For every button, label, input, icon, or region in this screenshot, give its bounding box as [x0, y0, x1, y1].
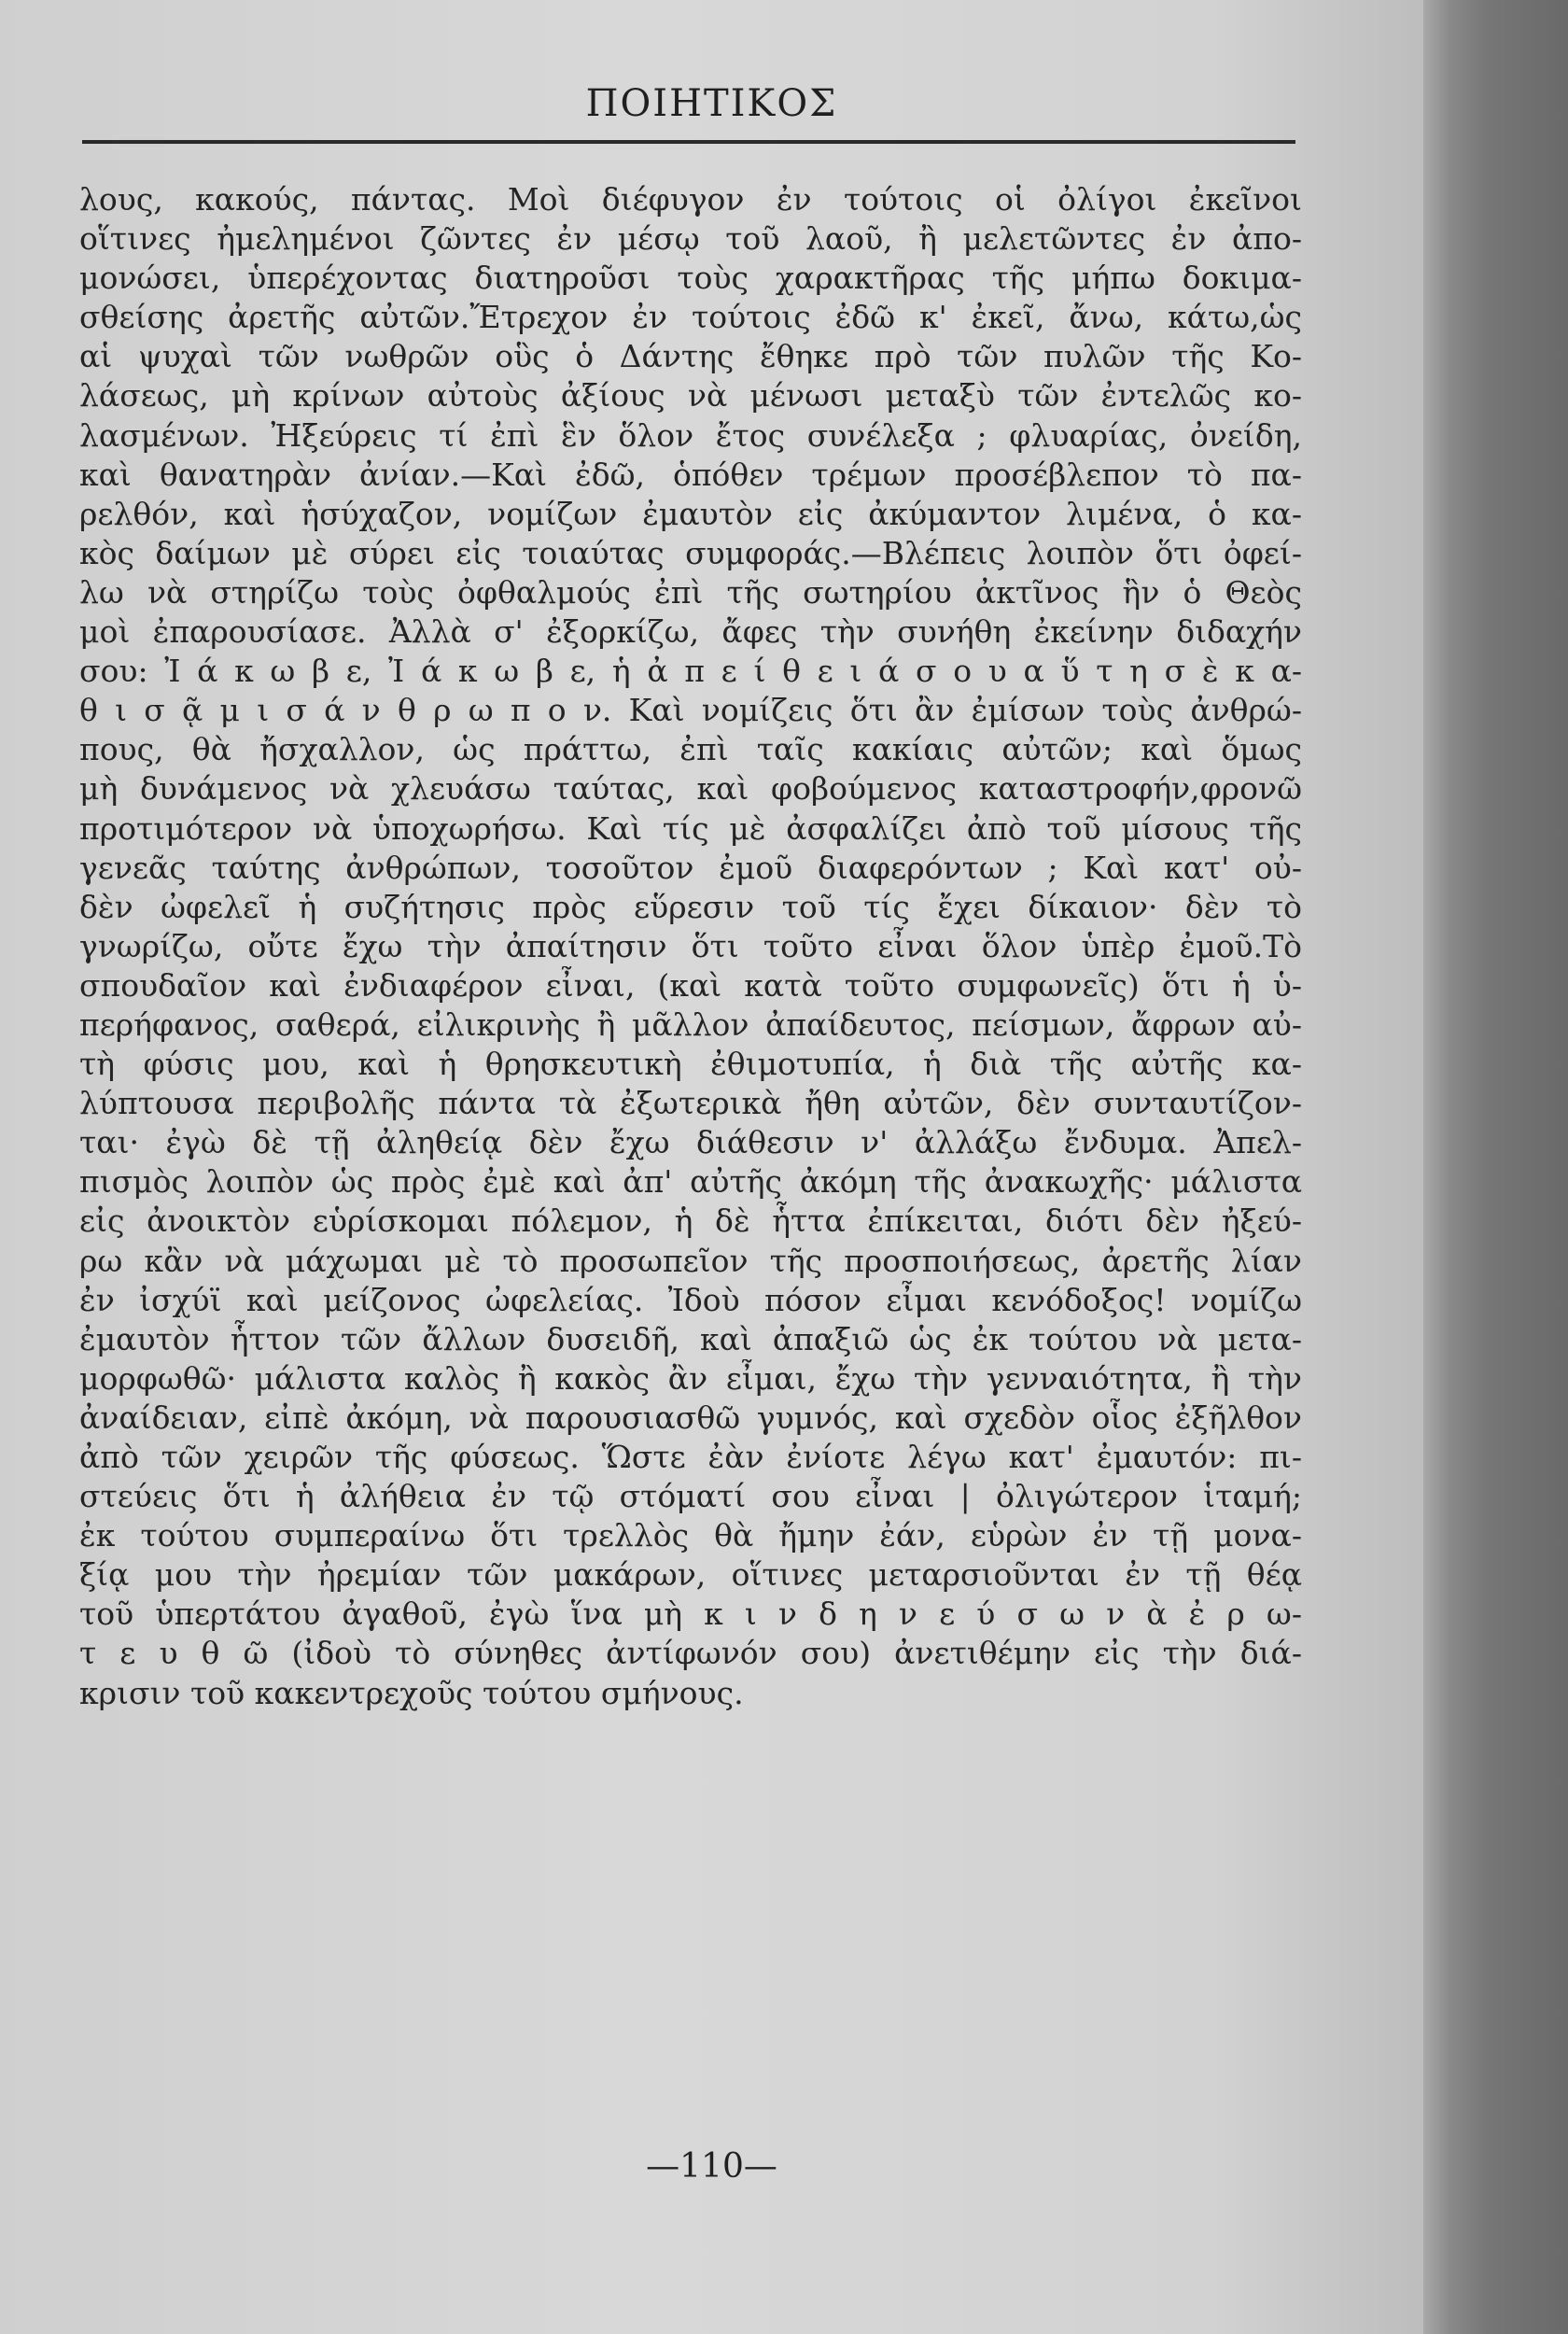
- text-line: ἀπὸ τῶν χειρῶν τῆς φύσεως. Ὥστε ἐὰν ἐνίοτε λέγω κατ' ἐμαυτόν: πι-: [79, 1439, 1302, 1475]
- text-line: τὴ φύσις μου, καὶ ἡ θρησκευτικὴ ἐθιμοτυπία, ἡ διὰ τῆς αὐτῆς κα-: [79, 1046, 1302, 1083]
- text-line: κὸς δαίμων μὲ σύρει εἰς τοιαύτας συμφοράς.—Βλέπεις λοιπὸν ὅτι ὀφεί-: [79, 534, 1302, 571]
- text-line: ξίᾳ μου τὴν ἠρεμίαν τῶν μακάρων, οἵτινες μεταρσιοῦνται ἐν τῇ θέᾳ: [79, 1556, 1302, 1594]
- text-line: λάσεως, μὴ κρίνων αὐτοὺς ἀξίους νὰ μένωσι μεταξὺ τῶν ἐντελῶς κο-: [79, 377, 1302, 415]
- text-line: πους, θὰ ἤσχαλλον, ὡς πράττω, ἐπὶ ταῖς κακίαις αὐτῶν; καὶ ὅμως: [79, 731, 1302, 768]
- text-line: ἐν ἰσχύϊ καὶ μείζονος ὠφελείας. Ἰδοὺ πόσον εἶμαι κενόδοξος! νομίζω: [79, 1281, 1302, 1318]
- page-number: —110—: [646, 2147, 777, 2186]
- header-rule: [82, 140, 1295, 144]
- text-line: τοῦ ὑπερτάτου ἀγαθοῦ, ἐγὼ ἵνα μὴ κ ι ν δ η ν ε ύ σ ω ν ὰ ἐ ρ ω-: [79, 1596, 1302, 1633]
- text-line: προτιμότερον νὰ ὑποχωρήσω. Καὶ τίς μὲ ἀσφαλίζει ἀπὸ τοῦ μίσους τῆς: [79, 809, 1302, 847]
- text-line: λους, κακούς, πάντας. Μοὶ διέφυγον ἐν τούτοις οἱ ὀλίγοι ἐκεῖνοι: [79, 181, 1302, 218]
- text-line: πισμὸς λοιπὸν ὡς πρὸς ἐμὲ καὶ ἀπ' αὐτῆς ἀκόμη τῆς ἀνακωχῆς· μάλιστα: [79, 1163, 1302, 1201]
- text-line: σπουδαῖον καὶ ἐνδιαφέρον εἶναι, (καὶ κατὰ τοῦτο συμφωνεῖς) ὅτι ἡ ὑ-: [79, 966, 1302, 1004]
- text-line: λασμένων. Ἠξεύρεις τί ἐπὶ ἓν ὅλον ἔτος συνέλεξα ; φλυαρίας, ὀνείδη,: [79, 416, 1302, 454]
- text-line: ρω κἂν νὰ μάχωμαι μὲ τὸ προσωπεῖον τῆς προσποιήσεως, ἀρετῆς λίαν: [79, 1242, 1302, 1279]
- text-line: γενεᾶς ταύτης ἀνθρώπων, τοσοῦτον ἐμοῦ διαφερόντων ; Καὶ κατ' οὐ-: [79, 849, 1302, 886]
- text-line: στεύεις ὅτι ἡ ἀλήθεια ἐν τῷ στόματί σου εἶναι | ὀλιγώτερον ἱταμή;: [79, 1478, 1302, 1515]
- text-line: εἰς ἀνοικτὸν εὑρίσκομαι πόλεμον, ἡ δὲ ἧττα ἐπίκειται, διότι δὲν ἠξεύ-: [79, 1202, 1302, 1240]
- text-line: ρελθόν, καὶ ἡσύχαζον, νομίζων ἐμαυτὸν εἰς ἀκύμαντον λιμένα, ὁ κα-: [79, 495, 1302, 532]
- text-line: σθείσης ἀρετῆς αὐτῶν.Ἔτρεχον ἐν τούτοις ἐδῶ κ' ἐκεῖ, ἄνω, κάτω,ὡς: [79, 299, 1302, 336]
- text-line: σου: Ἰ ά κ ω β ε, Ἰ ά κ ω β ε, ἡ ἀ π ε ί θ ε ι ά σ ο υ α ὕ τ η σ ὲ κ α-: [79, 653, 1302, 690]
- text-line: περήφανος, σαθερά, εἰλικρινὴς ἢ μᾶλλον ἀπαίδευτος, πείσμων, ἄφρων αὐ-: [79, 1005, 1302, 1043]
- text-line: ται· ἐγὼ δὲ τῇ ἀληθείᾳ δὲν ἔχω διάθεσιν ν' ἀλλάξω ἔνδυμα. Ἀπελ-: [79, 1124, 1302, 1161]
- text-line: μονώσει, ὑπερέχοντας διατηροῦσι τοὺς χαρακτῆρας τῆς μήπω δοκιμα-: [79, 260, 1302, 297]
- text-line: ἀναίδειαν, εἰπὲ ἀκόμη, νὰ παρουσιασθῶ γυμνός, καὶ σχεδὸν οἷος ἐξῆλθον: [79, 1399, 1302, 1436]
- text-line: λω νὰ στηρίζω τοὺς ὀφθαλμούς ἐπὶ τῆς σωτηρίου ἀκτῖνος ἣν ὁ Θεὸς: [79, 573, 1302, 611]
- text-line: δὲν ὠφελεῖ ἡ συζήτησις πρὸς εὕρεσιν τοῦ τίς ἔχει δίκαιον· δὲν τὸ: [79, 888, 1302, 925]
- text-line: καὶ θανατηρὰν ἀνίαν.—Καὶ ἐδῶ, ὁπόθεν τρέμων προσέβλεπον τὸ πα-: [79, 456, 1302, 493]
- text-line: λύπτουσα περιβολῆς πάντα τὰ ἐξωτερικὰ ἤθη αὐτῶν, δὲν συνταυτίζον-: [79, 1085, 1302, 1122]
- text-line: τ ε υ θ ῶ (ἰδοὺ τὸ σύνηθες ἀντίφωνόν σου) ἀνετιθέμην εἰς τὴν διά-: [79, 1635, 1302, 1672]
- text-line: κρισιν τοῦ κακεντρεχοῦς τούτου σμήνους.: [79, 1674, 744, 1711]
- body-text: [79, 180, 1302, 1713]
- text-line: μορφωθῶ· μάλιστα καλὸς ἢ κακὸς ἂν εἶμαι, ἔχω τὴν γενναιότητα, ἢ τὴν: [79, 1359, 1302, 1397]
- text-line: οἵτινες ἠμελημένοι ζῶντες ἐν μέσῳ τοῦ λαοῦ, ἢ μελετῶντες ἐν ἀπο-: [79, 220, 1302, 258]
- text-line: μοὶ ἐπαρουσίασε. Ἀλλὰ σ' ἐξορκίζω, ἄφες τὴν συνήθη ἐκείνην διδαχήν: [79, 613, 1302, 651]
- running-header: ΠΟΙΗΤΙΚΟΣ: [585, 82, 838, 125]
- text-line: μὴ δυνάμενος νὰ χλευάσω ταύτας, καὶ φοβούμενος καταστροφήν,φρονῶ: [79, 770, 1302, 808]
- text-line: αἱ ψυχαὶ τῶν νωθρῶν οὓς ὁ Δάντης ἔθηκε πρὸ τῶν πυλῶν τῆς Κο-: [79, 338, 1302, 375]
- text-line: θ ι σ ᾷ μ ι σ ά ν θ ρ ω π ο ν. Καὶ νομίζεις ὅτι ἂν ἐμίσων τοὺς ἀνθρώ-: [79, 692, 1302, 729]
- book-gutter: [1423, 0, 1568, 2334]
- text-line: ἐμαυτὸν ἧττον τῶν ἄλλων δυσειδῆ, καὶ ἀπαξιῶ ὡς ἐκ τούτου νὰ μετα-: [79, 1320, 1302, 1357]
- text-line: γνωρίζω, οὔτε ἔχω τὴν ἀπαίτησιν ὅτι τοῦτο εἶναι ὅλον ὑπὲρ ἐμοῦ.Τὸ: [79, 927, 1302, 964]
- text-line: ἐκ τούτου συμπεραίνω ὅτι τρελλὸς θὰ ἤμην ἐάν, εὑρὼν ἐν τῇ μονα-: [79, 1517, 1302, 1554]
